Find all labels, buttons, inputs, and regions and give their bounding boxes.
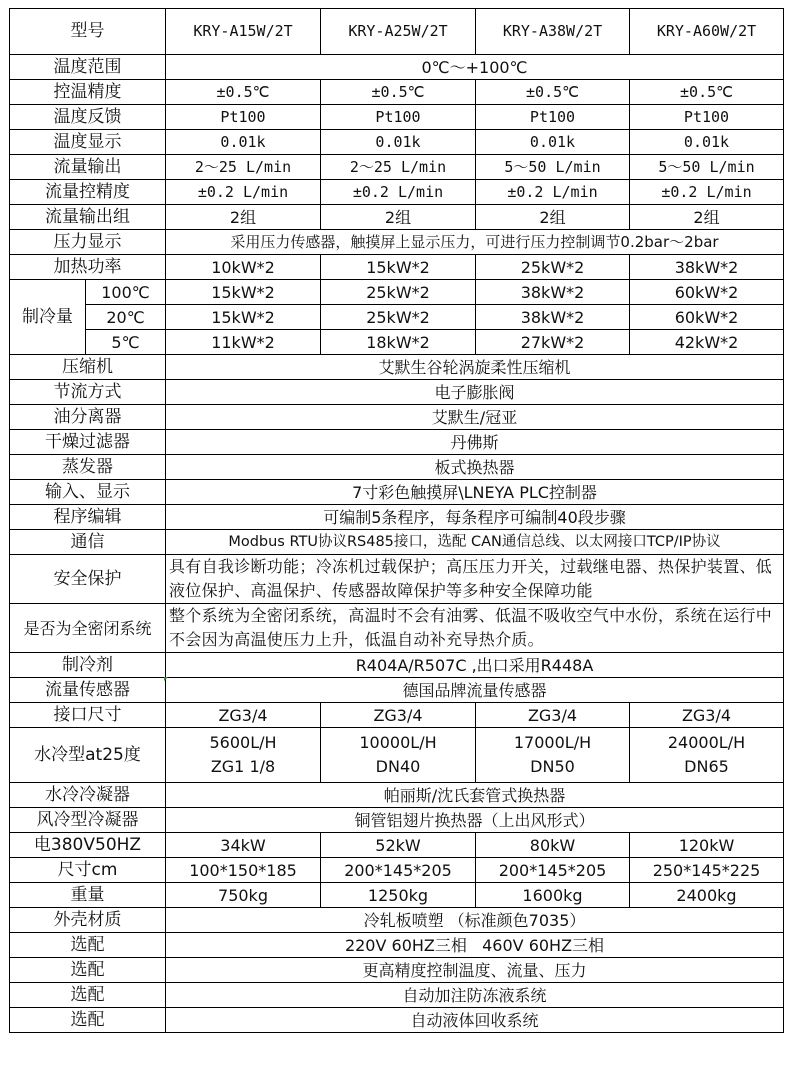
cell-value: ZG3/4 — [476, 703, 630, 728]
model-name: KRY-A15W/2T — [166, 9, 321, 55]
row-evaporator — [10, 455, 784, 480]
row-programming — [10, 505, 784, 530]
water-port: ZG1 1/8 — [210, 757, 276, 776]
row-label: 流量输出组 — [10, 205, 166, 230]
row-label: 安全保护 — [10, 555, 166, 604]
cell-value: 52kW — [321, 833, 476, 858]
row-label: 加热功率 — [10, 255, 166, 280]
cell-value: 2组 — [630, 205, 784, 230]
row-label: 制冷量 — [10, 280, 86, 355]
row-refrigerant — [10, 653, 784, 678]
cell-value: ZG3/4 — [321, 703, 476, 728]
row-label: 流量控精度 — [10, 180, 166, 205]
cell-value: 5～50 L/min — [476, 155, 630, 180]
cell-value: 750kg — [166, 883, 321, 908]
row-value: 自动液体回收系统 — [166, 1008, 784, 1033]
cell-value: 42kW*2 — [630, 330, 784, 355]
row-label: 节流方式 — [10, 380, 166, 405]
cell-value — [321, 728, 476, 783]
row-io-display — [10, 480, 784, 505]
cell-value: 200*145*205 — [321, 858, 476, 883]
cell-value: 200*145*205 — [476, 858, 630, 883]
cell-value: 2组 — [476, 205, 630, 230]
row-label: 油分离器 — [10, 405, 166, 430]
row-label: 选配 — [10, 933, 166, 958]
model-name: KRY-A60W/2T — [630, 9, 784, 55]
spec-table — [9, 8, 784, 1033]
cell-value: 2～25 L/min — [166, 155, 321, 180]
row-value: 整个系统为全密闭系统，高温时不会有油雾、低温不吸收空气中水份，系统在运行中不会因为高温使压力上升，低温自动补充导热介质。 — [166, 604, 784, 653]
row-interface-size — [10, 703, 784, 728]
row-option — [10, 1008, 784, 1033]
model-name: KRY-A38W/2T — [476, 9, 630, 55]
cell-value: Pt100 — [166, 105, 321, 130]
cell-value: 0.01k — [166, 130, 321, 155]
row-communication — [10, 530, 784, 555]
row-label: 电380V50HZ — [10, 833, 166, 858]
row-label: 尺寸cm — [10, 858, 166, 883]
cell-value: 250*145*225 — [630, 858, 784, 883]
cell-value: ±0.5℃ — [476, 80, 630, 105]
row-value: 具有自我诊断功能；冷冻机过载保护；高压压力开关，过载继电器、热保护装置、低液位保护、高温保护、传感器故障保护等多种安全保障功能 — [166, 555, 784, 604]
row-value: 自动加注防冻液系统 — [166, 983, 784, 1008]
row-label: 水冷冷凝器 — [10, 783, 166, 808]
row-temp-range — [10, 55, 784, 80]
cell-value: 2组 — [166, 205, 321, 230]
cell-value: ZG3/4 — [166, 703, 321, 728]
row-compressor — [10, 355, 784, 380]
sub-label: 20℃ — [86, 305, 166, 330]
row-label: 流量输出 — [10, 155, 166, 180]
row-label: 制冷剂 — [10, 653, 166, 678]
row-label: 水冷型at25度 — [10, 728, 166, 783]
row-label: 温度显示 — [10, 130, 166, 155]
row-value: 板式换热器 — [166, 455, 784, 480]
cell-value — [630, 728, 784, 783]
row-throttle — [10, 380, 784, 405]
row-dry-filter — [10, 430, 784, 455]
row-label: 温度反馈 — [10, 105, 166, 130]
row-value: 7寸彩色触摸屏\LNEYA PLC控制器 — [166, 480, 784, 505]
row-option — [10, 933, 784, 958]
cell-value: 38kW*2 — [630, 255, 784, 280]
cell-value: 2～25 L/min — [321, 155, 476, 180]
row-label: 型号 — [10, 9, 166, 55]
row-sealed — [10, 604, 784, 653]
row-label: 外壳材质 — [10, 908, 166, 933]
row-value: 冷轧板喷塑 （标准颜色7035） — [166, 908, 784, 933]
row-heating-power — [10, 255, 784, 280]
cell-value: 25kW*2 — [476, 255, 630, 280]
cell-value: ±0.5℃ — [630, 80, 784, 105]
row-flow-groups — [10, 205, 784, 230]
cell-value: Pt100 — [321, 105, 476, 130]
cell-value: 1250kg — [321, 883, 476, 908]
cell-value: 0.01k — [630, 130, 784, 155]
cell-value: 5～50 L/min — [630, 155, 784, 180]
row-safety — [10, 555, 784, 604]
row-label: 选配 — [10, 1008, 166, 1033]
cell-value: Pt100 — [630, 105, 784, 130]
cell-value: 60kW*2 — [630, 305, 784, 330]
row-value: 0℃～+100℃ — [166, 55, 784, 80]
row-model — [10, 9, 784, 55]
row-value: Modbus RTU协议RS485接口，选配 CAN通信总线、以太网接口TCP/IP协议 — [166, 530, 784, 555]
row-label: 风冷型冷凝器 — [10, 808, 166, 833]
row-label: 选配 — [10, 958, 166, 983]
cell-value: 27kW*2 — [476, 330, 630, 355]
row-value: 可编制5条程序，每条程序可编制40段步骤 — [166, 505, 784, 530]
cell-value: ±0.2 L/min — [476, 180, 630, 205]
cell-value: 38kW*2 — [476, 305, 630, 330]
row-label: 干燥过滤器 — [10, 430, 166, 455]
cell-value: 0.01k — [321, 130, 476, 155]
row-value: 帕丽斯/沈氏套管式换热器 — [166, 783, 784, 808]
water-flow: 17000L/H — [513, 733, 592, 752]
cell-value: 10kW*2 — [166, 255, 321, 280]
cell-value: 100*150*185 — [166, 858, 321, 883]
row-label: 通信 — [10, 530, 166, 555]
water-flow: 24000L/H — [667, 733, 746, 752]
row-weight — [10, 883, 784, 908]
row-cooling-5 — [10, 330, 784, 355]
row-option — [10, 983, 784, 1008]
water-flow: 10000L/H — [359, 733, 437, 752]
row-value: 德国品牌流量传感器 — [166, 678, 784, 703]
row-flow-accuracy — [10, 180, 784, 205]
row-label: 选配 — [10, 983, 166, 1008]
cell-value: 80kW — [476, 833, 630, 858]
cell-value: ZG3/4 — [630, 703, 784, 728]
cell-value: 34kW — [166, 833, 321, 858]
row-temp-display — [10, 130, 784, 155]
row-value: 艾默生谷轮涡旋柔性压缩机 — [166, 355, 784, 380]
row-label: 是否为全密闭系统 — [10, 604, 166, 653]
row-value: 电子膨胀阀 — [166, 380, 784, 405]
cell-value: 38kW*2 — [476, 280, 630, 305]
row-label: 压力显示 — [10, 230, 166, 255]
model-name: KRY-A25W/2T — [321, 9, 476, 55]
row-cooling-20 — [10, 305, 784, 330]
cell-value: 2400kg — [630, 883, 784, 908]
row-value: 艾默生/冠亚 — [166, 405, 784, 430]
cell-value: 15kW*2 — [166, 305, 321, 330]
water-flow: 5600L/H — [209, 733, 277, 752]
row-value: 铜管铝翅片换热器（上出风形式） — [166, 808, 784, 833]
cell-value: ±0.2 L/min — [321, 180, 476, 205]
row-power — [10, 833, 784, 858]
row-label: 控温精度 — [10, 80, 166, 105]
cell-value: 120kW — [630, 833, 784, 858]
water-port: DN40 — [375, 757, 421, 776]
cell-value — [476, 728, 630, 783]
cell-value: 0.01k — [476, 130, 630, 155]
cell-value: 11kW*2 — [166, 330, 321, 355]
row-cooling-100 — [10, 280, 784, 305]
row-label: 温度范围 — [10, 55, 166, 80]
row-label: 程序编辑 — [10, 505, 166, 530]
cell-value: 18kW*2 — [321, 330, 476, 355]
row-value: 丹佛斯 — [166, 430, 784, 455]
row-shell — [10, 908, 784, 933]
row-size — [10, 858, 784, 883]
cell-value: 2组 — [321, 205, 476, 230]
water-port: DN65 — [684, 757, 729, 776]
cell-value: 25kW*2 — [321, 305, 476, 330]
row-value: 220V 60HZ三相 460V 60HZ三相 — [166, 933, 784, 958]
sub-label: 100℃ — [86, 280, 166, 305]
row-temp-accuracy — [10, 80, 784, 105]
cell-value: ±0.2 L/min — [630, 180, 784, 205]
row-label: 接口尺寸 — [10, 703, 166, 728]
row-water-cooled — [10, 728, 784, 783]
row-oil-separator — [10, 405, 784, 430]
row-pressure-display — [10, 230, 784, 255]
row-label: 流量传感器 — [10, 678, 166, 703]
row-value: 更高精度控制温度、流量、压力 — [166, 958, 784, 983]
cell-value: ±0.5℃ — [321, 80, 476, 105]
cell-value: 60kW*2 — [630, 280, 784, 305]
cell-value: ±0.2 L/min — [166, 180, 321, 205]
row-flow-output — [10, 155, 784, 180]
sub-label: 5℃ — [86, 330, 166, 355]
water-port: DN50 — [530, 757, 575, 776]
row-air-condenser — [10, 808, 784, 833]
cell-value: 25kW*2 — [321, 280, 476, 305]
row-value: 采用压力传感器，触摸屏上显示压力，可进行压力控制调节0.2bar～2bar — [166, 230, 784, 255]
cell-value: ±0.5℃ — [166, 80, 321, 105]
row-label: 蒸发器 — [10, 455, 166, 480]
row-label: 压缩机 — [10, 355, 166, 380]
cell-value — [166, 728, 321, 783]
cell-value: 15kW*2 — [166, 280, 321, 305]
row-option — [10, 958, 784, 983]
row-value: R404A/R507C ,出口采用R448A — [166, 653, 784, 678]
cell-value: 1600kg — [476, 883, 630, 908]
row-water-condenser — [10, 783, 784, 808]
row-label: 输入、显示 — [10, 480, 166, 505]
row-flow-sensor — [10, 678, 784, 703]
cell-value: Pt100 — [476, 105, 630, 130]
cell-comment-marker — [164, 677, 168, 681]
row-label: 重量 — [10, 883, 166, 908]
cell-value: 15kW*2 — [321, 255, 476, 280]
row-temp-feedback — [10, 105, 784, 130]
